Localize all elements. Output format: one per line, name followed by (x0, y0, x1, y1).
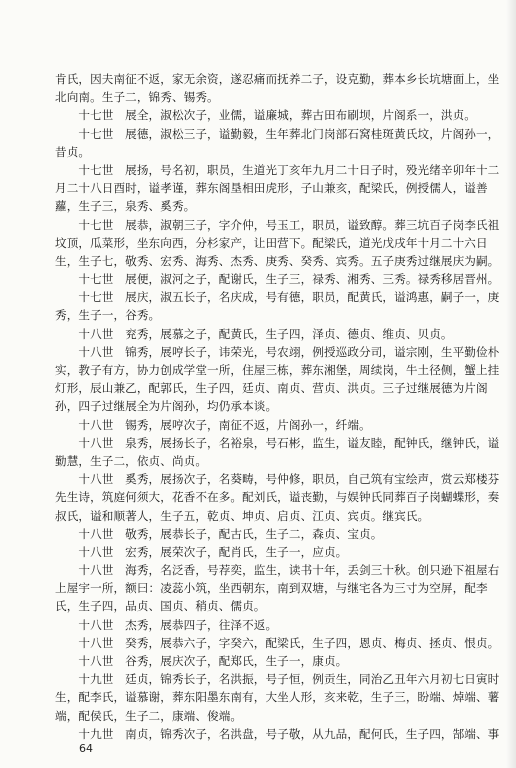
text-line: 十八世 癸秀，展恭六子，字癸六，配梁氏，生子四，恩贞、梅贞、拯贞、恨贞。 (55, 635, 500, 650)
text-line: 氏，生子四，品贞、国贞、稍贞、儒贞。 (55, 599, 266, 614)
text-line: 十八世 兖秀，展慕之子，配黄氏，生子四，泽贞、德贞、维贞、贝贞。 (55, 326, 453, 341)
text-line: 十八世 锦秀，展哼长子，讳荣光，号农翊，例授巡政分司，谥宗刚，生平勤俭朴 (55, 344, 500, 359)
text-line: 十七世 展全，淑松次子，业儒，谥廉城，葬古田布刷坝，片阁系一，洪贞。 (55, 108, 476, 123)
text-line: 勤慧，生子二，依贞、尚贞。 (55, 453, 208, 468)
text-line: 生，生子七，敬秀、宏秀、海秀、杰秀、庚秀、癸秀、宾秀。五子庚秀过继展庆为嗣。 (55, 253, 500, 268)
text-line: 十七世 展庆，淑五长子，名庆成，号有德，职员，配黄氏，谥鸿惠，嗣子一，庚 (55, 290, 500, 305)
text-line: 十九世 廷贞，锦秀长子，名洪振，号子恒，例贡生，同治乙丑年六月初七日寅时 (55, 672, 500, 687)
text-line: 十八世 杰秀，展恭四子，往泽不返。 (55, 617, 278, 632)
text-line: 叔氏，谥和顺著人，生子五，乾贞、坤贞、启贞、江贞、宾贞。继宾氏。 (55, 508, 430, 523)
text-line: 坟顶，瓜菜形，坐东向西，分杉家产，让田营下。配梁氏，道光戊戌年十月二十六日 (55, 235, 488, 250)
text-line: 十八世 奚秀，展扬次子，名葵畴，号仲修，职员，自己筑有宝绘声，赏云郑楼芬 (55, 472, 500, 487)
text-line: 昔贞。 (55, 144, 91, 159)
text-line: 十八世 锡秀，展哼次子，南征不返，片阁孙一，纤端。 (55, 417, 371, 432)
text-line: 孙，四子过继展全为片阁孙，均仍承本谈。 (55, 399, 278, 414)
text-line: 十七世 展恭，淑朝三子，字介仲，号玉工，职员，谥致醇。葬三坑百子岗李氏祖 (55, 217, 500, 232)
text-line: 十八世 宏秀，展荣次子，配肖氏，生子一，应贞。 (55, 544, 348, 559)
text-line: 十八世 海秀，名泛香，号荐奕，监生，读书十年，丢剑三十秋。创只逊下祖屋右 (55, 563, 500, 578)
text-line: 肯氏，因夫南征不返，家无余资，遂忍痛而抚养二子，设克勤，葬本乡长坑塘面上，坐 (55, 72, 500, 86)
text-line: 端，配侯氏，生子二，康端、俊端。 (55, 708, 243, 723)
text-line: 十八世 谷秀，展庆次子，配郑氏，生子一，康贞。 (55, 654, 348, 668)
genealogy-text (55, 70, 500, 743)
text-line: 十八世 敬秀，展恭长子，配古氏，生子二，森贞、宝贞。 (55, 526, 383, 541)
text-line: 月二十八日酉时，谥孝谨，葬东阁垦相田虎形，子山兼亥，配梁氏，例授儒人，谥善 (55, 181, 488, 196)
text-line: 秀，生子一，谷秀。 (55, 308, 161, 323)
text-line: 先生诗，筑庭何须大，花香不在多。配刘氏，谥丧勤，与娱钟氏同葬百子岗蝴蝶形，奏 (55, 490, 500, 505)
text-line: 生，配李氏，谥慕谢，葬东阳墨东南有，大坐人形，亥来乾，生子三，盼端、焯端、薯 (55, 690, 500, 705)
text-line: 十九世 南贞，锦秀次子，名洪盘，号子敬，从九品，配何氏，生子四，郜端、事 (55, 726, 500, 741)
text-line: 十七世 展扬，号名初，职员，生道光丁亥年九月二十日子时，殁光绪辛卯年十二 (55, 162, 500, 177)
scan-shadow (506, 0, 516, 768)
text-line: 十八世 泉秀，展扬长子，名裕泉，号石彬，监生，谥友睦，配钟氏，继钟氏，谥 (55, 435, 500, 450)
text-line: 蘿，生子三，泉秀、奚秀。 (55, 199, 196, 214)
text-line: 十七世 展德，淑松三子，谥勤毅，生年葬北门岗部石窝桂斑黄氏坟，片阁孙一， (55, 126, 500, 141)
text-line: 实，教子有方，协力创成学堂一所，住屋三栋，葬东湘堡，周续岗，牛土径侧，蟹上挂 (55, 363, 500, 377)
page-number: 64 (79, 742, 93, 755)
text-line: 北向南。生子二，锦秀、锡秀。 (55, 90, 219, 105)
text-line: 灯形，辰山兼乙，配郭氏，生子四，廷贞、南贞、营贞、洪贞。三子过继展德为片阁 (55, 381, 488, 396)
text-line: 上屋宇一所，额曰：凌蕊小筑，坐西朝东，南到双塘，与继宅各为三寸为空屏，配李 (55, 581, 488, 596)
text-line: 十七世 展便，淑河之子，配谢氏，生子三，禄秀、湘秀、三秀。禄秀移居晋州。 (55, 272, 500, 287)
